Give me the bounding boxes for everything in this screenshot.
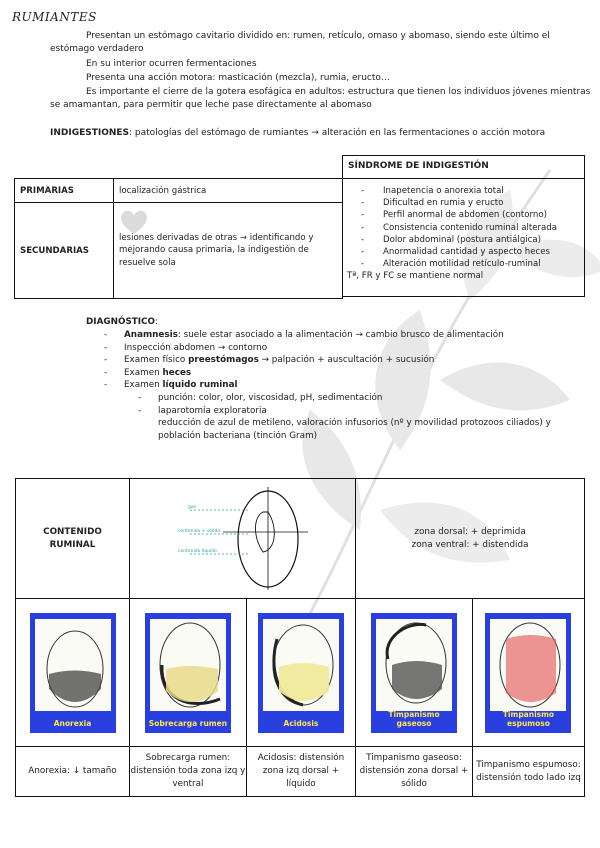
primarias-label: PRIMARIAS [15, 179, 114, 203]
contenido-label-1: CONTENIDO [43, 526, 102, 537]
contenido-table [15, 478, 585, 797]
heces-bold: heces [162, 367, 192, 378]
diag-heces [124, 367, 596, 380]
cards-row [16, 599, 585, 747]
card-description: Sobrecarga rumen: distensión toda zona izq y ventral [130, 747, 247, 797]
page-title: RUMIANTES [12, 10, 97, 24]
card-caption: Sobrecarga rumen [148, 718, 228, 728]
examen-fisico-bold: preestómagos [188, 355, 259, 366]
heces-pre: Examen [124, 367, 163, 378]
card-caption: Timpanismo espumoso [502, 709, 555, 728]
diag-sub-puncion: - punción: color, olor, viscosidad, pH, sedimentación [158, 392, 596, 405]
examen-fisico-rest: → palpación + auscultación + sucusión [258, 355, 435, 366]
diagnostico-title-text: DIAGNÓSTICO [86, 317, 155, 327]
diagnostico-sublist [158, 392, 596, 442]
rumen-sketch [168, 482, 318, 592]
descriptions-row [16, 747, 585, 797]
acidosis-card [258, 613, 344, 733]
sindrome-box [342, 155, 585, 297]
zona-description [356, 479, 585, 599]
intro-line-2: En su interior ocurren fermentaciones [86, 59, 257, 69]
card-description: Timpanismo gaseoso: distensión zona dorsal + sólido [356, 747, 473, 797]
sindrome-item: - Dolor abdominal (postura antiálgica) [383, 234, 584, 246]
intro-line-3: Presenta una acción motora: masticación (mezcla), rumia, eructo… [86, 73, 390, 83]
zona-dorsal: zona dorsal: + deprimida [414, 526, 526, 537]
sindrome-item: - Dificultad en rumia y eructo [383, 197, 584, 209]
heart-icon [119, 208, 149, 236]
indigestiones-text: : patologías del estómago de rumiantes → alteración en las fermentaciones o acción motora [129, 128, 546, 138]
rumen-drawing [376, 619, 452, 711]
intro-line-4: Es importante el cierre de la gotera esofágica en adultos: estructura que tienen los individuos jóvenes mientras [86, 87, 591, 97]
diagnostico-title [86, 316, 596, 329]
liquido-bold: líquido ruminal [162, 380, 238, 391]
indigestiones-label: INDIGESTIONES [50, 128, 130, 138]
timpanismo-gaseoso-card [371, 613, 457, 733]
sindrome-item: - Inapetencia o anorexia total [383, 185, 584, 197]
sindrome-header: SÍNDROME DE INDIGESTIÓN [343, 156, 584, 179]
card-cell [16, 599, 130, 747]
card-cell [356, 599, 473, 747]
sketch-note: contenido + sólido [177, 529, 220, 534]
intro-line-4b: se amamantan, para permitir que leche pase directamente al abomaso [50, 100, 372, 110]
rumen-drawing [150, 619, 226, 711]
card-description: Acidosis: distensión zona izq dorsal + líquido [246, 747, 355, 797]
card-caption: Acidosis [283, 718, 319, 728]
diagnostico-section [86, 316, 596, 442]
diag-sub-reduccion: reducción de azul de metileno, valoración infusorios (nº y movilidad protozoos ciliados) y [158, 418, 551, 429]
intro-line-1: Presentan un estómago cavitario dividido en: rumen, retículo, omaso y abomaso, siendo este último el [86, 31, 550, 41]
diag-liquido [124, 379, 596, 392]
anamnesis-text: : suele estar asociado a la alimentación → cambio brusco de alimentación [177, 330, 504, 340]
rumen-drawing [263, 619, 339, 711]
indigestiones-definition [50, 127, 545, 140]
sketch-note: gas [187, 505, 196, 510]
sindrome-item: - Anormalidad cantidad y aspecto heces [383, 246, 584, 258]
card-caption: Anorexia [53, 718, 92, 728]
timpanismo-espumoso-card [485, 613, 571, 733]
intro-line-1b: estómago verdadero [50, 44, 144, 54]
diag-sub-laparotomia: - laparotomía exploratoria [158, 405, 596, 418]
sindrome-footer: Tª, FR y FC se mantiene normal [347, 271, 484, 282]
diagnostico-list [124, 329, 596, 392]
card-description: Anorexia: ↓ tamaño [16, 747, 130, 797]
card-cell [472, 599, 584, 747]
zona-ventral: zona ventral: + distendida [411, 539, 529, 550]
sindrome-item: - Alteración motilidad retículo-ruminal [383, 258, 584, 270]
diag-anamnesis [124, 329, 596, 342]
sindrome-item: - Consistencia contenido ruminal alterada [383, 222, 584, 234]
rumen-drawing [35, 619, 111, 711]
diag-sub-poblacion: población bacteriana (tinción Gram) [158, 430, 318, 441]
anorexia-card [30, 613, 116, 733]
diag-examen-fisico [124, 354, 596, 367]
sindrome-item: - Perfil anormal de abdomen (contorno) [383, 209, 584, 221]
rumen-sketch-cell [130, 479, 356, 599]
examen-fisico-pre: Examen físico [124, 355, 189, 366]
sobrecarga-card [145, 613, 231, 733]
sindrome-list [343, 185, 584, 270]
liquido-pre: Examen [124, 380, 163, 391]
secundarias-label: SECUNDARIAS [15, 203, 114, 299]
card-caption: Timpanismo gaseoso [388, 709, 440, 728]
contenido-label [16, 479, 130, 599]
sketch-note: contenido líquido [177, 549, 217, 554]
diagnostico-title-colon: : [155, 317, 158, 327]
diag-inspeccion: - Inspección abdomen → contorno [124, 342, 596, 355]
rumen-drawing [490, 619, 566, 711]
types-table [14, 178, 343, 299]
contenido-label-2: RUMINAL [49, 539, 96, 550]
card-cell [130, 599, 247, 747]
primarias-text: localización gástrica [114, 179, 343, 203]
card-cell [246, 599, 355, 747]
secundarias-text [114, 203, 343, 299]
anamnesis-label: Anamnesis [124, 330, 178, 340]
secundarias-text-content: lesiones derivadas de otras → identificando y mejorando causa primaria, la indigestión de resuelve sola [119, 232, 314, 268]
card-description: Timpanismo espumoso: distensión todo lado izq [472, 747, 584, 797]
